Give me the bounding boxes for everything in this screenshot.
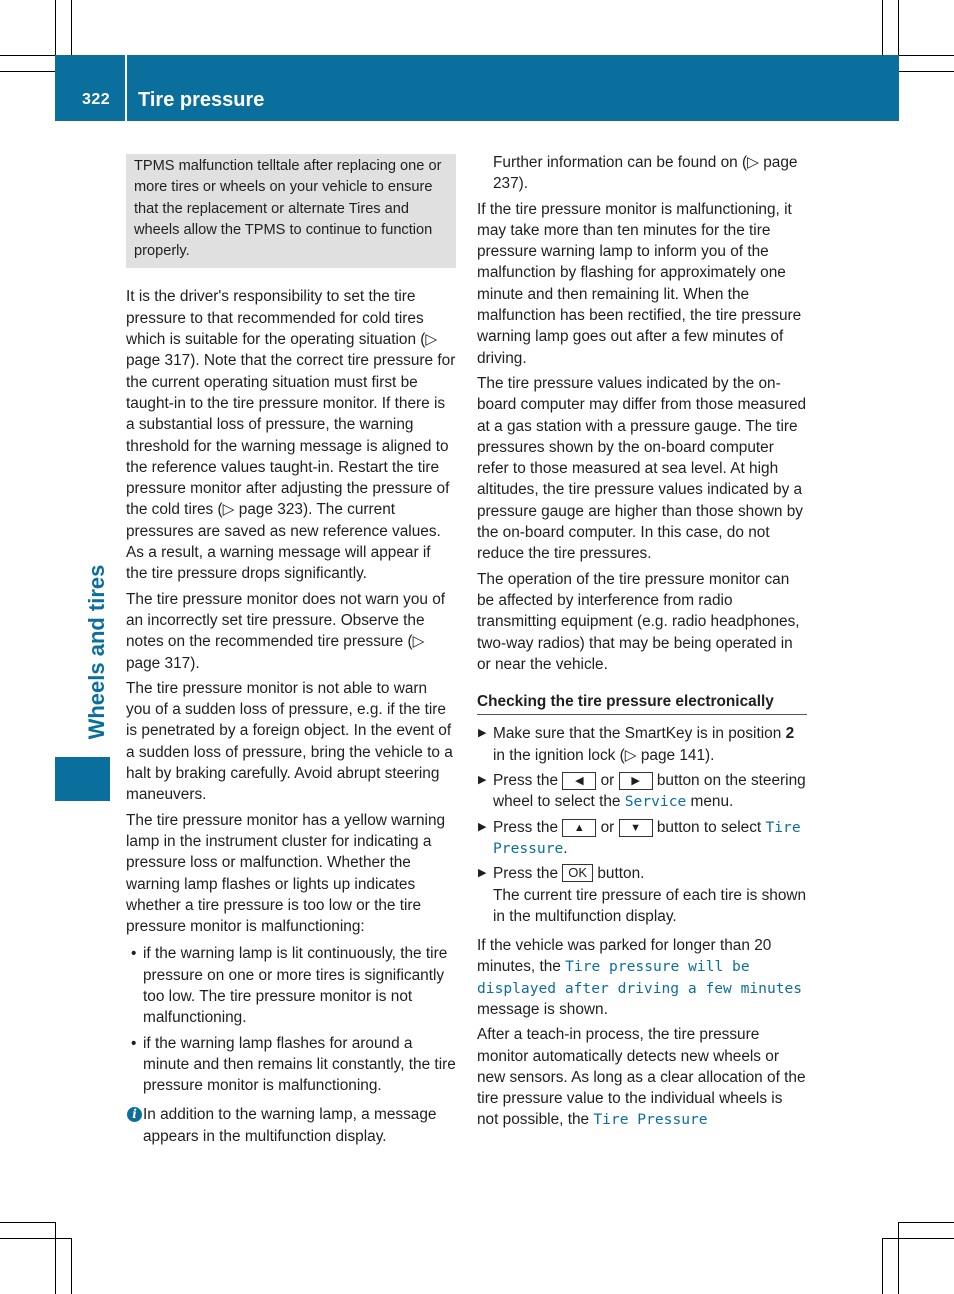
display-message: Tire pressure will be displayed after driving a few minutes — [477, 958, 803, 997]
step-item — [477, 723, 807, 766]
step-note: The current tire pressure of each tire is shown in the multifunction display. — [493, 886, 807, 925]
step-arrow-icon: ▶ — [478, 727, 487, 740]
step-item — [477, 863, 807, 927]
paragraph: The tire pressure monitor has a yellow warning lamp in the instrument cluster for indicating a pressure loss or malfunction. Whether the warning lamp flashes or lights up indicates whether a tire pressure is too low or the tire pressure monitor is malfunctioning: — [126, 811, 446, 936]
step-item — [477, 817, 807, 860]
list-item — [126, 1033, 456, 1097]
paragraph-text: If the vehicle was parked for longer than 20 minutes, the — [477, 937, 772, 976]
step-text: . — [563, 839, 568, 857]
menu-name: Service — [624, 793, 687, 811]
step-text: menu. — [686, 793, 734, 811]
left-arrow-key-icon: ◀ — [562, 772, 596, 790]
header-divider — [125, 55, 127, 121]
crop-mark — [0, 71, 55, 72]
crop-mark — [898, 1222, 899, 1294]
step-text: Press the — [493, 865, 563, 883]
page-title: Tire pressure — [138, 89, 265, 111]
page-header — [55, 55, 899, 121]
paragraph: Further information can be found on (▷ page 237). — [493, 154, 798, 193]
step-text: Press the — [493, 818, 563, 836]
crop-mark — [71, 0, 72, 55]
crop-mark — [0, 1238, 71, 1239]
paragraph: The tire pressure monitor does not warn you of an incorrectly set tire pressure. Observe the notes on the recommended tire pressure (▷ page 317). — [126, 590, 446, 672]
info-note — [126, 1104, 456, 1147]
list-item-text: if the warning lamp is lit continuously, the tire pressure on one or more tires is significantly too low. The tire pressure monitor is not malfunctioning. — [143, 945, 448, 1027]
step-text: button to select — [652, 818, 766, 836]
right-column — [477, 152, 807, 1135]
crop-mark — [898, 1222, 954, 1223]
crop-mark — [71, 1238, 72, 1294]
crop-mark — [898, 0, 899, 55]
paragraph-text: After a teach-in process, the tire pressure monitor automatically detects new wheels or new sensors. As long as a clear allocation of the tire pressure value to the individual wheels is not possible, the — [477, 1026, 806, 1129]
paragraph: If the tire pressure monitor is malfunctioning, it may take more than ten minutes for the tire pressure warning lamp to inform you of the malfunction by flashing for approximately one minute and then remaining lit. When the malfunction has been rectified, the tire pressure warning lamp goes out after a few minutes of driving. — [477, 200, 802, 367]
step-arrow-icon: ▶ — [478, 774, 487, 787]
down-arrow-key-icon: ▼ — [619, 819, 653, 837]
step-text: Press the — [493, 772, 563, 790]
info-icon: i — [127, 1107, 142, 1122]
paragraph — [477, 935, 807, 1020]
page-number: 322 — [82, 91, 111, 108]
section-heading: Checking the tire pressure electronically — [477, 691, 807, 715]
menu-name: Tire Pressure — [493, 818, 801, 857]
step-arrow-icon: ▶ — [478, 820, 487, 833]
ok-key-icon: OK — [562, 864, 593, 882]
list-item — [126, 943, 456, 1028]
crop-mark — [882, 1238, 954, 1239]
paragraph-text: message is shown. — [477, 1000, 608, 1018]
display-message: Tire Pressure — [593, 1111, 708, 1129]
bullet-mark: • — [131, 1034, 137, 1052]
paragraph — [477, 1024, 807, 1130]
paragraph: The operation of the tire pressure monitor can be affected by interference from radio transmitting equipment (e.g. radio headphones, two-way radios) that may be being operated in or near the vehicle. — [477, 570, 800, 673]
step-text: button. — [593, 865, 645, 883]
step-arrow-icon: ▶ — [478, 867, 487, 880]
step-text: or — [596, 772, 619, 790]
tpms-callout: TPMS malfunction telltale after replacing one or more tires or wheels on your vehicle to ensure that the replacement or alternate Tires and wheels allow the TPMS to continue to function properly. — [126, 154, 456, 268]
list-item-text: if the warning lamp flashes for around a minute and then remains lit constantly, the tire pressure monitor is malfunctioning. — [143, 1034, 456, 1095]
crop-mark — [882, 1238, 883, 1294]
crop-mark — [899, 71, 954, 72]
step-item — [477, 770, 807, 813]
bullet-mark: • — [131, 945, 137, 963]
paragraph: It is the driver's responsibility to set the tire pressure to that recommended for cold tires which is suitable for the operating situation (▷ page 317). Note that the correct tire pressure for the current operating situation must first be taught-in to the tire pressure monitor. If there is a substantial loss of pressure, the warning threshold for the warning message is aligned to the reference values taught-in. Restart the tire pressure monitor after adjusting the pressure of the cold tires (▷ page 323). The current pressures are saved as new reference values. As a result, a warning message will appear if the tire pressure drops significantly. — [126, 288, 456, 583]
step-text: Make sure that the SmartKey is in position — [493, 725, 786, 743]
crop-mark — [55, 1222, 56, 1294]
crop-mark — [0, 1222, 55, 1223]
left-column — [126, 154, 456, 1147]
step-text: button on the steering wheel to select the — [493, 772, 806, 811]
chapter-label: Wheels and tires — [84, 564, 109, 740]
crop-mark — [899, 55, 954, 56]
info-text: In addition to the warning lamp, a message appears in the multifunction display. — [143, 1106, 437, 1145]
step-text: in the ignition lock (▷ page 141). — [493, 746, 715, 764]
crop-mark — [882, 0, 883, 55]
up-arrow-key-icon: ▲ — [562, 819, 596, 837]
paragraph: The tire pressure values indicated by the on-board computer may differ from those measured at a gas station with a pressure gauge. The tire pressures shown by the on-board computer refer to those measured at sea level. At high altitudes, the tire pressure values indicated by a pressure gauge are higher than those shown by the on-board computer. In this case, do not reduce the tire pressures. — [477, 374, 807, 563]
step-position: 2 — [785, 725, 795, 743]
right-arrow-key-icon: ▶ — [619, 772, 653, 790]
crop-mark — [55, 0, 56, 55]
crop-mark — [0, 55, 55, 56]
step-text: or — [596, 818, 619, 836]
paragraph: The tire pressure monitor is not able to warn you of a sudden loss of pressure, e.g. if the tire is penetrated by a foreign object. In the event of a sudden loss of pressure, bring the vehicle to a halt by braking carefully. Avoid abrupt steering maneuvers. — [126, 679, 453, 804]
